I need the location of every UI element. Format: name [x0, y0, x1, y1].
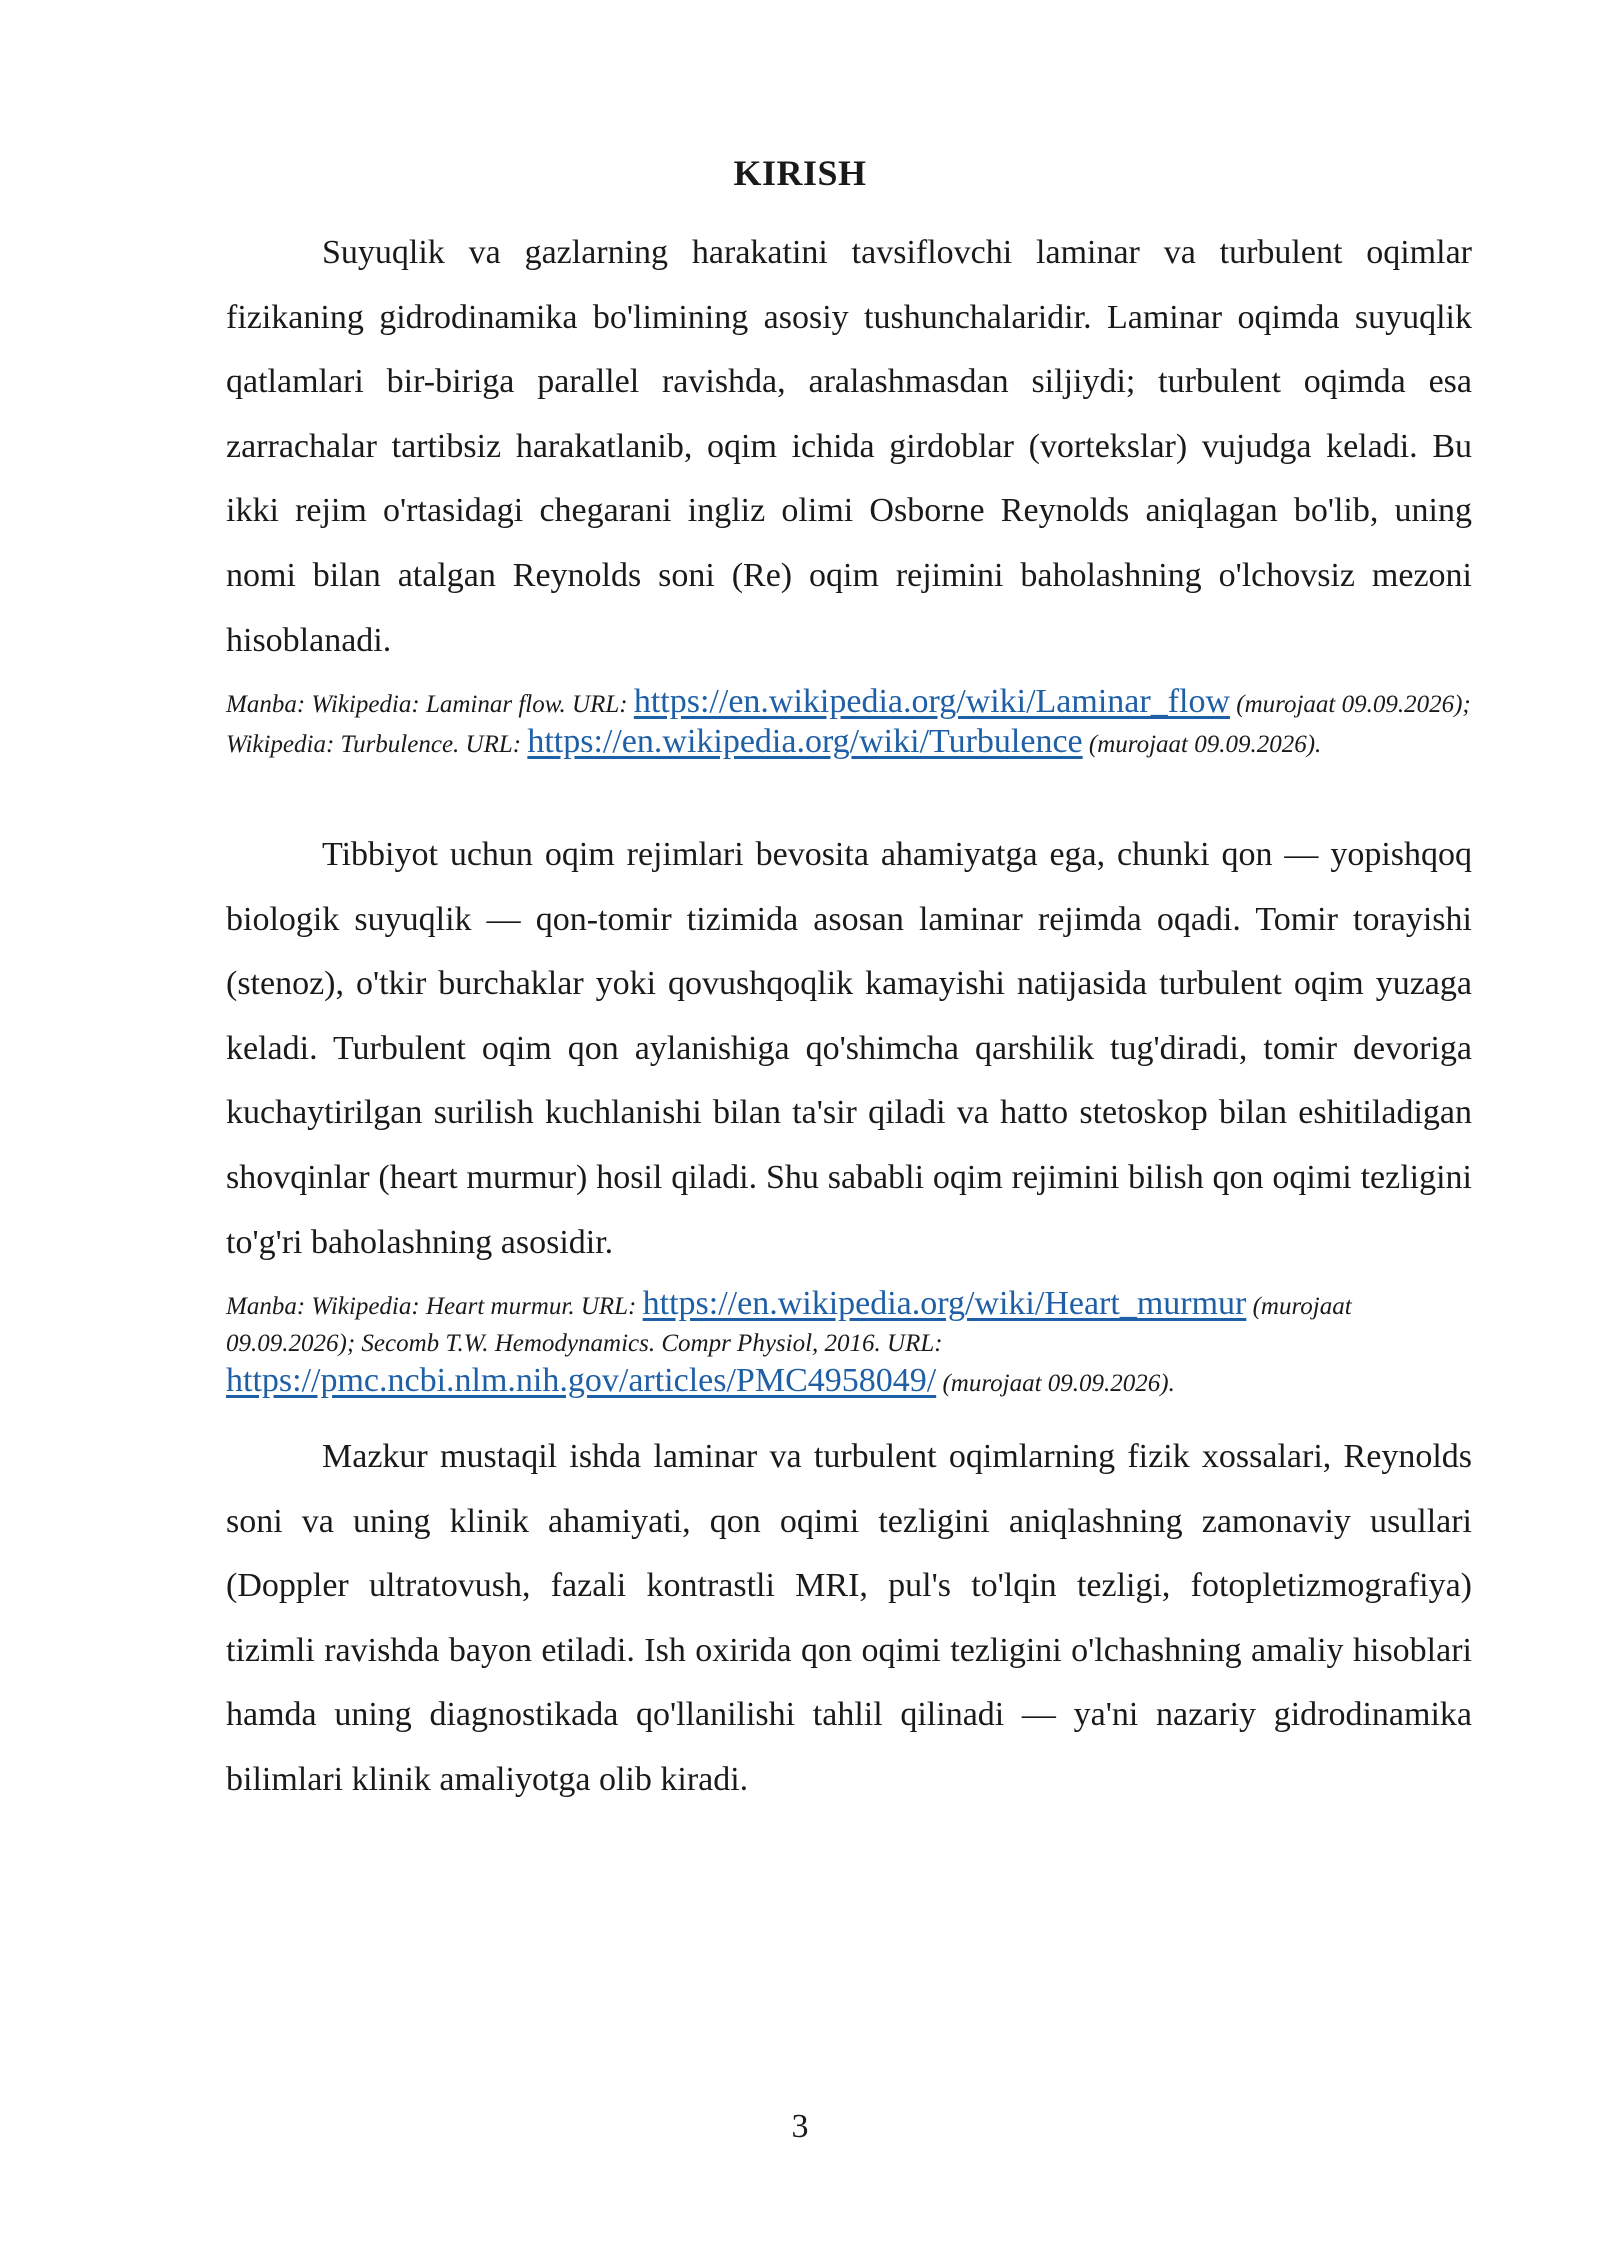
source-text: Manba: Wikipedia: Laminar flow. URL:: [226, 691, 634, 718]
source-link-secomb-pmc[interactable]: https://pmc.ncbi.nlm.nih.gov/articles/PMC4958049/: [226, 1362, 937, 1399]
source-text: (murojaat 09.09.2026); Secomb T.W. Hemodynamics. Compr Physiol, 2016. URL:: [226, 1293, 1352, 1357]
intro-paragraph-2: Tibbiyot uchun oqim rejimlari bevosita ahamiyatga ega, chunki qon — yopishqoq biologik suyuqlik — qon-tomir tizimida asosan laminar rejimda oqadi. Tomir torayishi (stenoz), o'tkir burchaklar yoki qovushqoqlik kamayishi natijasida turbulent oqim yuzaga keladi. Turbulent oqim qon aylanishiga qo'shimcha qarshilik tug'diradi, tomir devoriga kuchaytirilgan surilish kuchlanishi bilan ta'sir qiladi va hatto stetoskop bilan eshitiladigan shovqinlar (heart murmur) hosil qiladi. Shu sababli oqim rejimini bilish qon oqimi tezligini to'g'ri baholashning asosidir.: [226, 836, 1472, 1261]
source-link-turbulence[interactable]: https://en.wikipedia.org/wiki/Turbulence: [527, 723, 1083, 760]
source-link-heart-murmur[interactable]: https://en.wikipedia.org/wiki/Heart_murmur: [642, 1285, 1247, 1322]
source-link-laminar-flow[interactable]: https://en.wikipedia.org/wiki/Laminar_flow: [633, 683, 1231, 720]
source-text: Manba: Wikipedia: Heart murmur. URL:: [226, 1293, 643, 1320]
source-text: (murojaat 09.09.2026); Wikipedia: Turbulence. URL:: [226, 691, 1471, 758]
intro-paragraph-3: Mazkur mustaqil ishda laminar va turbulent oqimlarning fizik xossalari, Reynolds soni va uning klinik ahamiyati, qon oqimi tezligini aniqlashning zamonaviy usullari (Doppler ultratovush, fazali kontrastli MRI, pul's to'lqin tezligi, fotopletizmografiya) tizimli ravishda bayon etiladi. Ish oxirida qon oqimi tezligini o'lchashning amaliy hisoblari hamda uning diagnostikada qo'llanilishi tahlil qilinadi — ya'ni nazariy gidrodinamika bilimlari klinik amaliyotga olib kiradi.: [226, 1438, 1472, 1798]
source-text: (murojaat 09.09.2026).: [936, 1370, 1175, 1397]
source-note-1: [226, 683, 1472, 763]
section-heading: KIRISH: [733, 153, 867, 193]
source-text: (murojaat 09.09.2026).: [1082, 731, 1322, 758]
intro-paragraph-1: Suyuqlik va gazlarning harakatini tavsiflovchi laminar va turbulent oqimlar fizikaning gidrodinamika bo'limining asosiy tushunchalaridir. Laminar oqimda suyuqlik qatlamlari bir-biriga parallel ravishda, aralashmasdan siljiydi; turbulent oqimda esa zarrachalar tartibsiz harakatlanib, oqim ichida girdoblar (vortekslar) vujudga keladi. Bu ikki rejim o'rtasidagi chegarani ingliz olimi Osborne Reynolds aniqlagan bo'lib, uning nomi bilan atalgan Reynolds soni (Re) oqim rejimini baholashning o'lchovsiz mezoni hisoblanadi.: [226, 234, 1472, 659]
source-note-2: [226, 1285, 1472, 1402]
page-number: 3: [791, 2108, 809, 2145]
